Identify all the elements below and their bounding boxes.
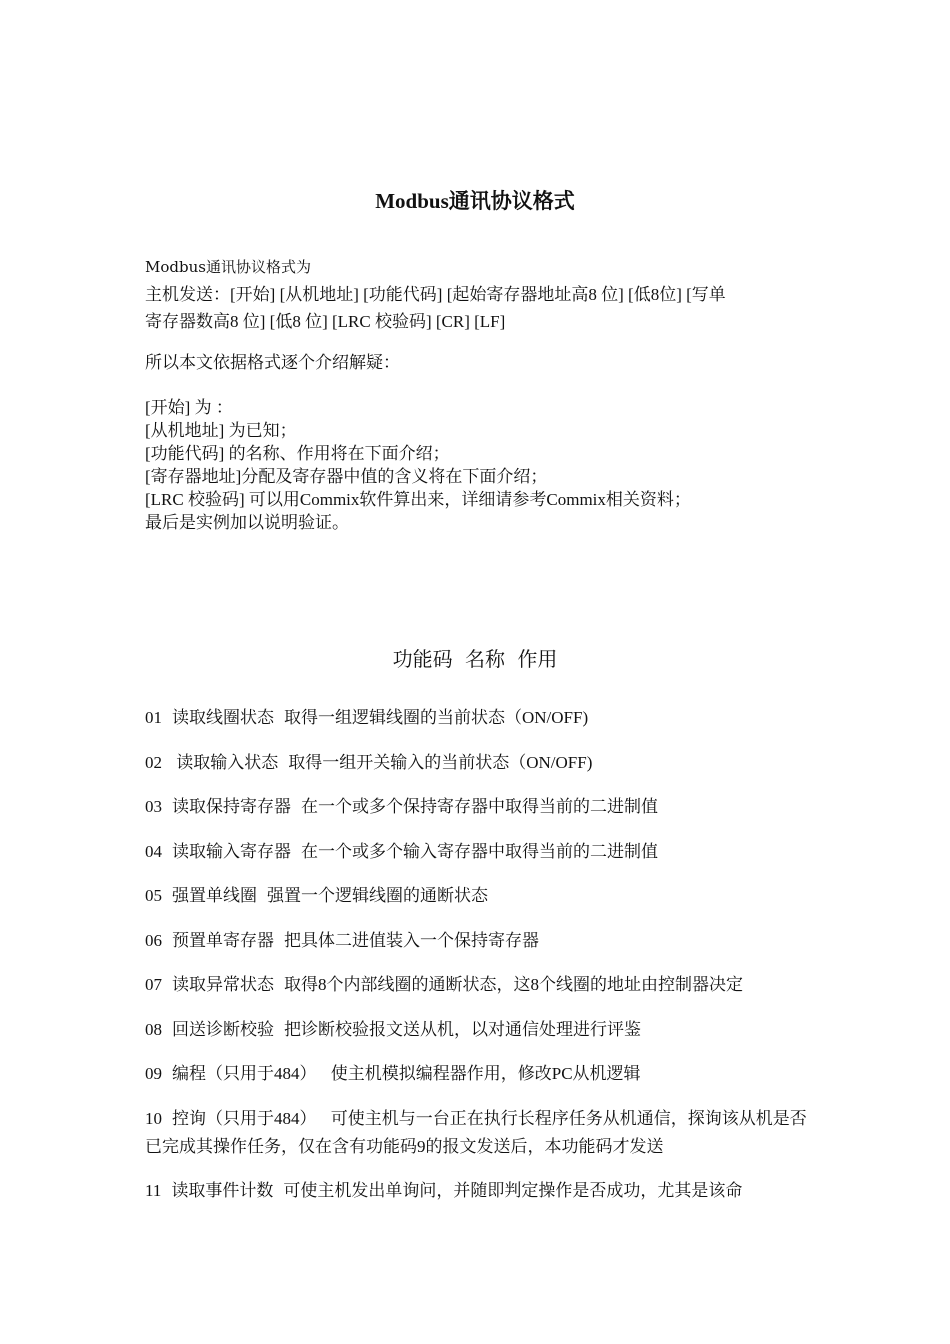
list-item — [145, 838, 810, 866]
function-code-number: 02 — [145, 752, 162, 772]
intro-line: 主机发送：[开始] [从机地址] [功能代码] [起始寄存器地址高8 位] [低8位] [写单 — [145, 285, 726, 304]
list-item — [145, 927, 810, 955]
definition-item: [寄存器地址]分配及寄存器中值的含义将在下面介绍； — [145, 467, 548, 486]
function-code-desc: 把具体二进值装入一个保持寄存器 — [284, 930, 539, 950]
function-code-name: 读取线圈状态 — [172, 708, 274, 727]
function-code-name: 回送诊断校验 — [172, 1019, 274, 1039]
list-item — [145, 1177, 810, 1205]
list-item — [145, 704, 810, 732]
list-item — [145, 882, 810, 910]
function-code-desc: 取得8个内部线圈的通断状态，这8个线圈的地址由控制器决定 — [284, 975, 743, 994]
function-code-desc: 取得一组逻辑线圈的当前状态（ON/OFF) — [284, 708, 589, 727]
definition-item: [LRC 校验码] 可以用Commix软件算出来，详细请参考Commix相关资料； — [145, 490, 691, 509]
function-code-desc: 使主机模拟编程器作用，修改PC从机逻辑 — [326, 1064, 641, 1083]
definition-item: [功能代码] 的名称、作用将在下面介绍； — [145, 444, 450, 463]
function-code-list — [145, 704, 810, 1222]
list-item — [145, 1105, 810, 1161]
function-code-desc: 强置一个逻辑线圈的通断状态 — [267, 886, 488, 905]
function-code-number: 08 — [145, 1019, 162, 1039]
paragraph-gap — [145, 335, 810, 349]
function-code-name: 编程（只用于484） — [172, 1064, 317, 1083]
function-code-name: 控询（只用于484） — [172, 1108, 317, 1128]
definition-item: [开始] 为 ： — [145, 398, 233, 417]
list-item — [145, 1016, 810, 1044]
list-item — [145, 1060, 810, 1088]
list-item — [145, 793, 810, 821]
intro-line: 寄存器数高8 位] [低8 位] [LRC 校验码] [CR] [LF] — [145, 312, 506, 331]
function-code-name: 预置单寄存器 — [172, 930, 274, 950]
function-code-name: 读取事件计数 — [171, 1181, 274, 1200]
function-code-number: 11 — [145, 1181, 162, 1200]
function-code-desc: 在一个或多个输入寄存器中取得当前的二进制值 — [301, 841, 658, 861]
function-code-name: 读取异常状态 — [172, 975, 274, 994]
intro-line: 所以本文依据格式逐个介绍解疑： — [145, 353, 400, 372]
function-code-number: 04 — [145, 841, 162, 861]
function-code-number: 01 — [145, 708, 162, 727]
function-code-number: 05 — [145, 886, 162, 905]
function-code-desc: 在一个或多个保持寄存器中取得当前的二进制值 — [301, 797, 658, 816]
section-heading: 功能码 名称 作用 — [392, 647, 558, 671]
function-code-desc: 可使主机与一台正在执行长程序任务从机通信，探询该从机是否已完成其操作任务，仅在含有功能码9的报文发送后，本功能码才发送 — [145, 1108, 807, 1156]
list-item — [145, 971, 810, 999]
page-title: Modbus通讯协议格式 — [375, 189, 575, 213]
definitions-list — [145, 396, 810, 534]
list-item — [145, 749, 810, 777]
function-code-name: 读取输入状态 — [172, 752, 279, 772]
function-code-name: 强置单线圈 — [172, 886, 257, 905]
definition-item: [从机地址] 为已知； — [145, 421, 297, 440]
function-code-name: 读取输入寄存器 — [172, 841, 291, 861]
intro-line: Modbus通讯协议格式为 — [145, 258, 311, 276]
function-code-number: 06 — [145, 930, 162, 950]
function-code-number: 03 — [145, 797, 162, 816]
function-code-name: 读取保持寄存器 — [172, 797, 291, 816]
function-code-desc: 把诊断校验报文送从机，以对通信处理进行评鉴 — [284, 1019, 641, 1039]
function-code-number: 10 — [145, 1108, 162, 1128]
function-code-desc: 可使主机发出单询问，并随即判定操作是否成功，尤其是该命 — [283, 1181, 743, 1200]
function-code-number: 07 — [145, 975, 162, 994]
function-code-desc: 取得一组开关输入的当前状态（ON/OFF) — [288, 752, 593, 772]
function-code-number: 09 — [145, 1064, 162, 1083]
definition-item: 最后是实例加以说明验证。 — [145, 513, 349, 532]
intro-section — [145, 254, 810, 376]
